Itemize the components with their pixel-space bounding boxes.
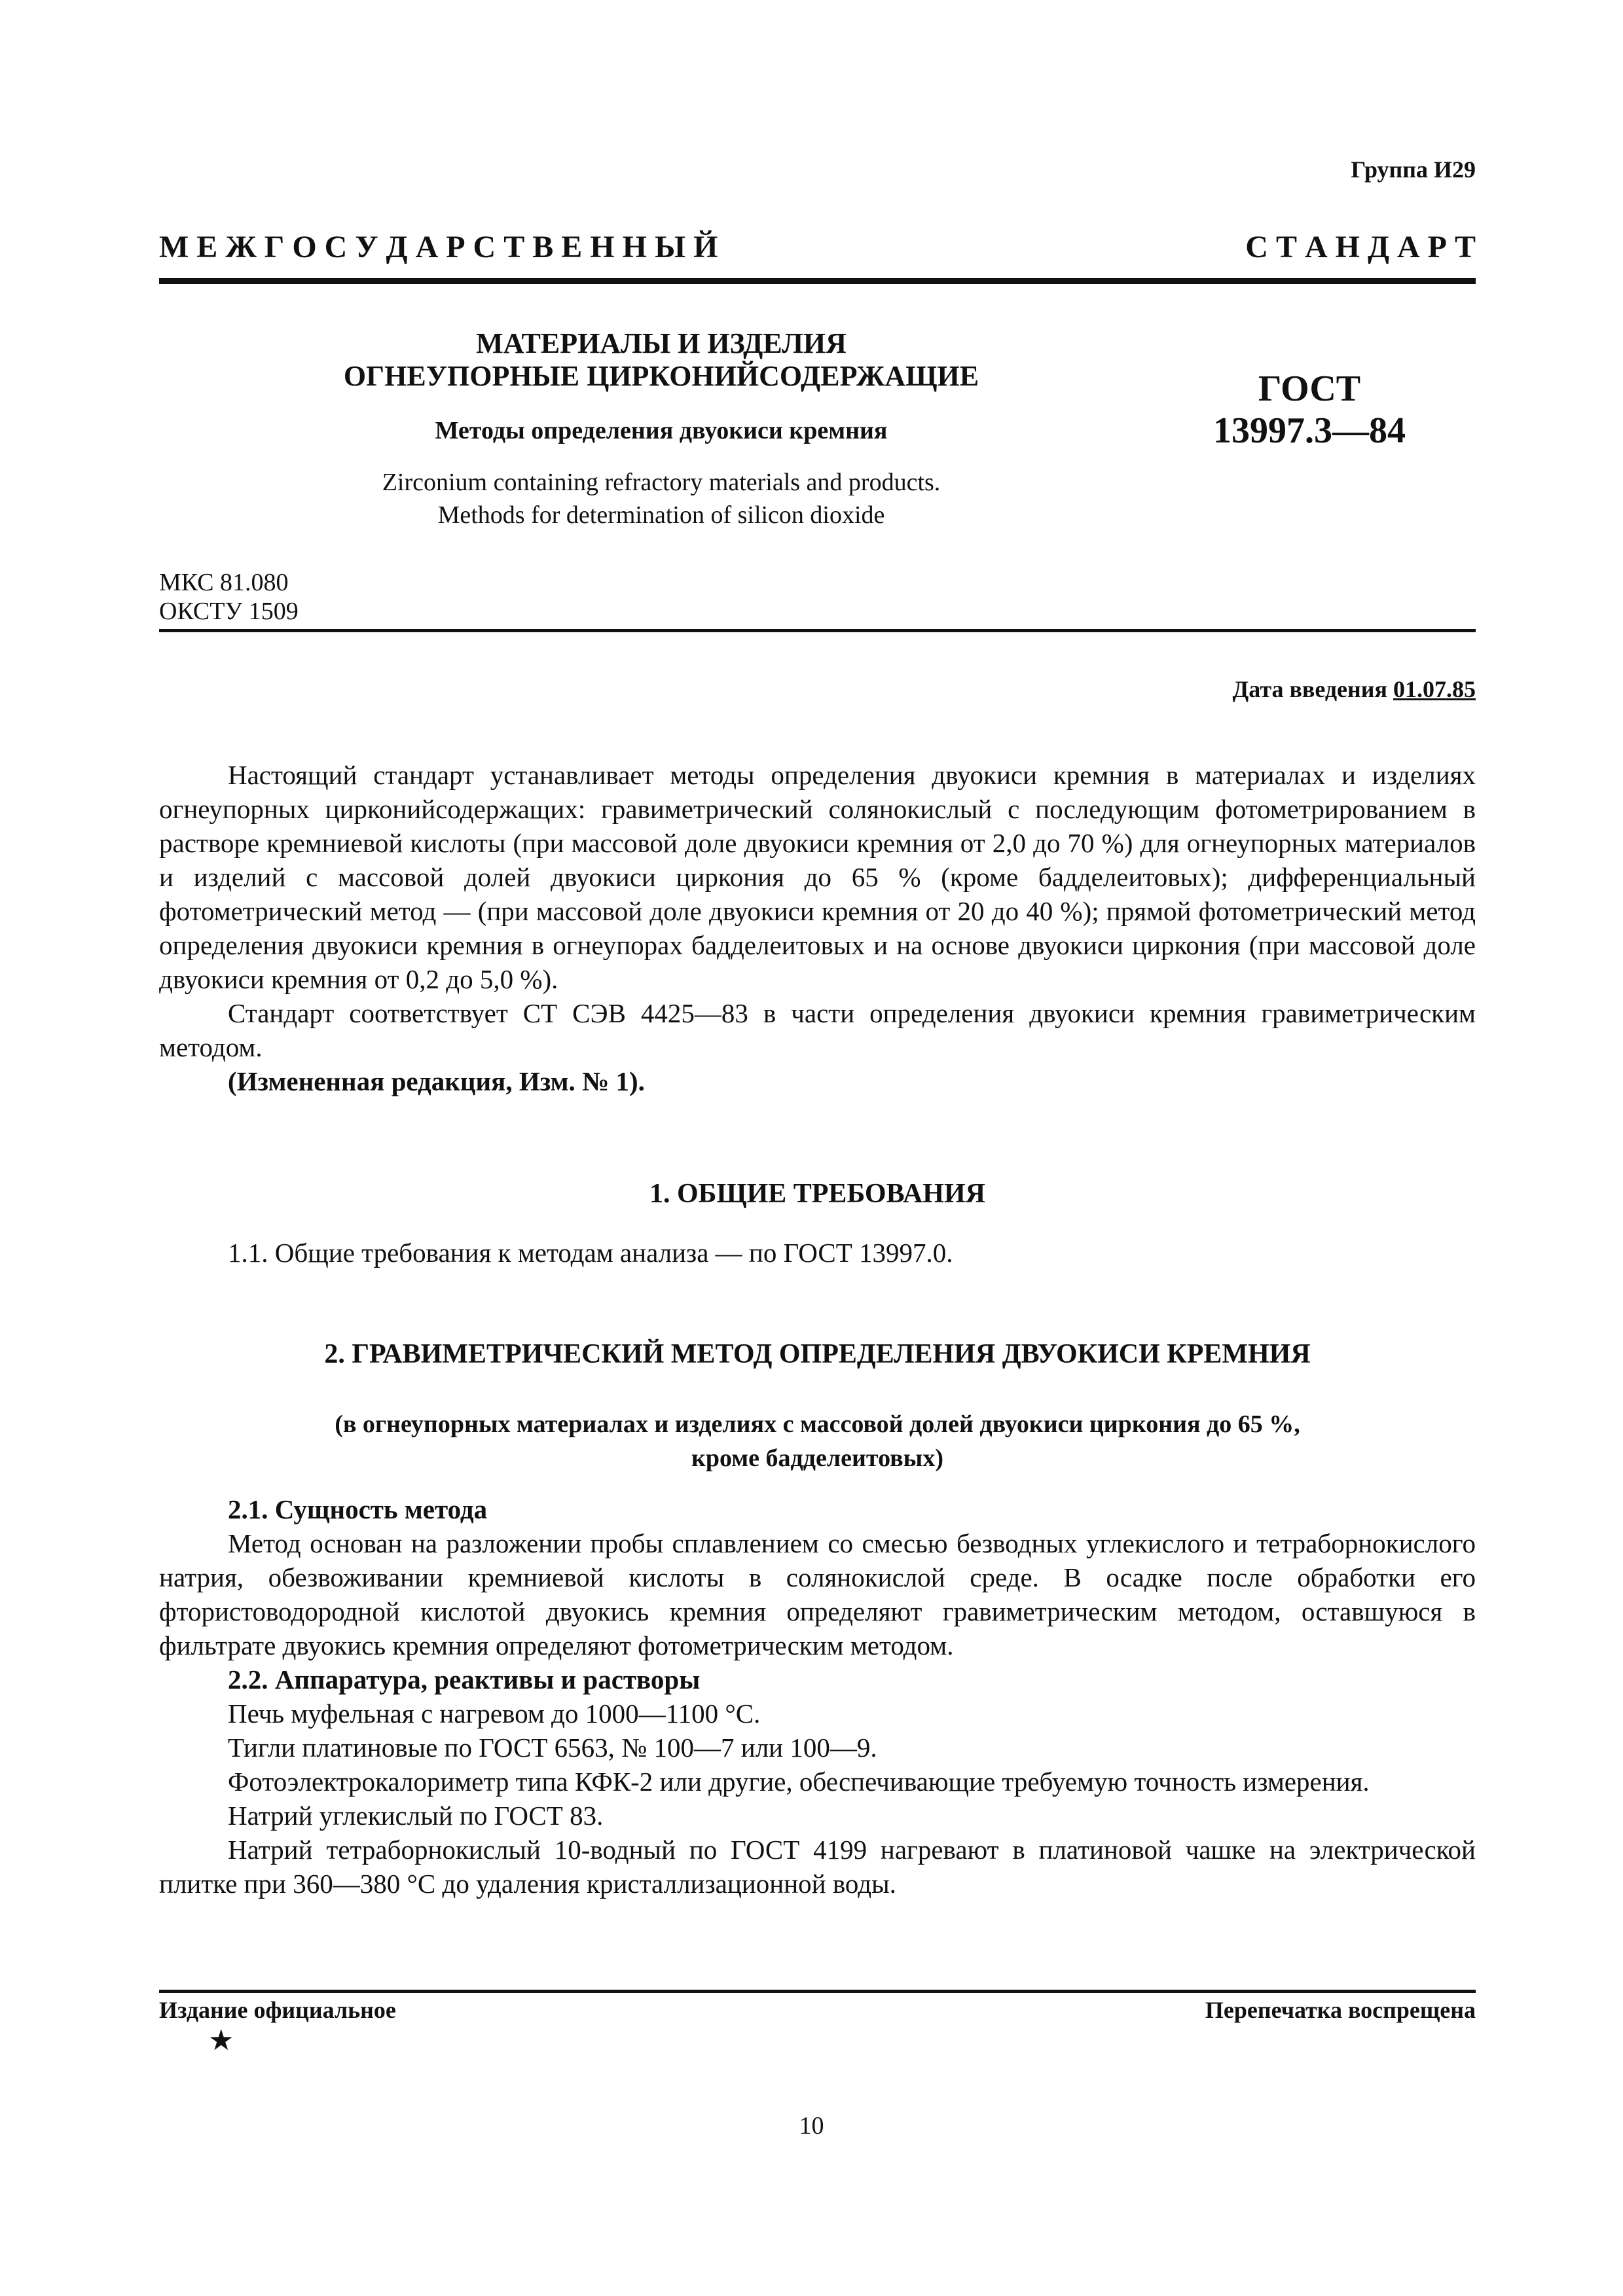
document-title xyxy=(275,327,1048,531)
clause-2-1-heading: 2.1. Сущность метода xyxy=(228,1494,488,1524)
title-rule xyxy=(159,629,1476,632)
title-line-1: МАТЕРИАЛЫ И ИЗДЕЛИЯ xyxy=(476,327,847,359)
star-icon: ★ xyxy=(208,2024,234,2056)
gost-label: ГОСТ xyxy=(1258,368,1361,409)
section-2-heading: 2. ГРАВИМЕТРИЧЕСКИЙ МЕТОД ОПРЕДЕЛЕНИЯ ДВУОКИСИ КРЕМНИЯ xyxy=(324,1339,1311,1369)
reagent-item-sodium-tetraborate: Натрий тетраборнокислый 10-водный по ГОСТ 4199 нагревают в платиновой чашке на электрической плитке при 360—380 °С до удаления кристаллизационной воды. xyxy=(159,1835,1476,1899)
intro-paragraph-1: Настоящий стандарт устанавливает методы определения двуокиси кремния в материалах и изделиях огнеупорных цирконийсодержащих: гравиметрический солянокислый с последующим фотометрированием в растворе кремниевой кислоты (при массовой доле двуокиси кремния от 2,0 до 70 %) для огнеупорных материалов и изделий с массовой долей двуокиси циркония до 65 % (кроме бадделеитовых); дифференциальный фотометрический метод — (при массовой доле двуокиси кремния от 20 до 40 %); прямой фотометрический метод определения двуокиси кремния в огнеупорах бадделеитовых и на основе двуокиси циркония (при массовой доле двуокиси кремния от 0,2 до 5,0 %). xyxy=(159,760,1476,994)
introduction-date xyxy=(1233,675,1476,703)
equipment-item-photocolorimeter: Фотоэлектрокалориметр типа КФК-2 или другие, обеспечивающие требуемую точность измерения. xyxy=(228,1767,1370,1797)
subheading-line-1: (в огнеупорных материалах и изделиях с массовой долей двуокиси циркония до 65 %, xyxy=(335,1410,1300,1438)
interstate-standard-header xyxy=(159,229,1476,265)
intro-text xyxy=(159,758,1476,1098)
equipment-item-furnace: Печь муфельная с нагревом до 1000—1100 °С. xyxy=(228,1698,761,1729)
date-label: Дата введения xyxy=(1232,676,1387,702)
title-line-2: ОГНЕУПОРНЫЕ ЦИРКОНИЙСОДЕРЖАЩИЕ xyxy=(343,360,979,392)
official-edition: Издание официальное xyxy=(159,1997,396,2023)
gost-code: 13997.3—84 xyxy=(1213,410,1406,451)
clause-2-1-text: Метод основан на разложении пробы сплавлением со смесью безводных углекислого и тетраборнокислого натрия, обезвоживании кремниевой кислоты в солянокислой среде. В осадке после обработки его фтористоводородной кислотой двуокись кремния определяют гравиметрическим методом, оставшуюся в фильтрате двуокись кремния определяют фотометрическим методом. xyxy=(159,1528,1476,1660)
title-english-2: Methods for determination of silicon dioxide xyxy=(437,501,885,529)
mks-code: МКС 81.080 xyxy=(159,569,289,596)
header-rule xyxy=(159,278,1476,284)
title-subtitle: Методы определения двуокиси кремния xyxy=(435,417,888,444)
title-english-1: Zirconium containing refractory materials and products. xyxy=(382,469,941,496)
classification-codes xyxy=(159,568,299,626)
gost-number xyxy=(1172,368,1447,452)
amendment-note: (Измененная редакция, Изм. № 1). xyxy=(228,1066,645,1096)
subheading-line-2: кроме бадделеитовых) xyxy=(691,1444,943,1472)
date-value: 01.07.85 xyxy=(1393,676,1476,702)
equipment-item-crucibles: Тигли платиновые по ГОСТ 6563, № 100—7 или 100—9. xyxy=(228,1732,877,1763)
okstu-code: ОКСТУ 1509 xyxy=(159,598,299,625)
section-2-body xyxy=(159,1492,1476,1901)
reagent-item-sodium-carbonate: Натрий углекислый по ГОСТ 83. xyxy=(228,1801,604,1831)
standard-word: С Т А Н Д А Р Т xyxy=(1245,230,1476,264)
intro-paragraph-2: Стандарт соответствует СТ СЭВ 4425—83 в части определения двуокиси кремния гравиметрическим методом. xyxy=(159,998,1476,1062)
clause-2-2-heading: 2.2. Аппаратура, реактивы и растворы xyxy=(228,1664,701,1695)
page-number: 10 xyxy=(799,2112,824,2140)
reprint-prohibited: Перепечатка воспрещена xyxy=(1205,1997,1476,2023)
group-code: Группа И29 xyxy=(1351,156,1476,183)
section-2-subheading xyxy=(159,1407,1476,1475)
clause-1-1: 1.1. Общие требования к методам анализа — по ГОСТ 13997.0. xyxy=(228,1238,953,1268)
interstate-word: М Е Ж Г О С У Д А Р С Т В Е Н Н Ы Й xyxy=(159,230,718,264)
section-1-heading: 1. ОБЩИЕ ТРЕБОВАНИЯ xyxy=(649,1179,985,1209)
footer-rule xyxy=(159,1990,1476,1993)
